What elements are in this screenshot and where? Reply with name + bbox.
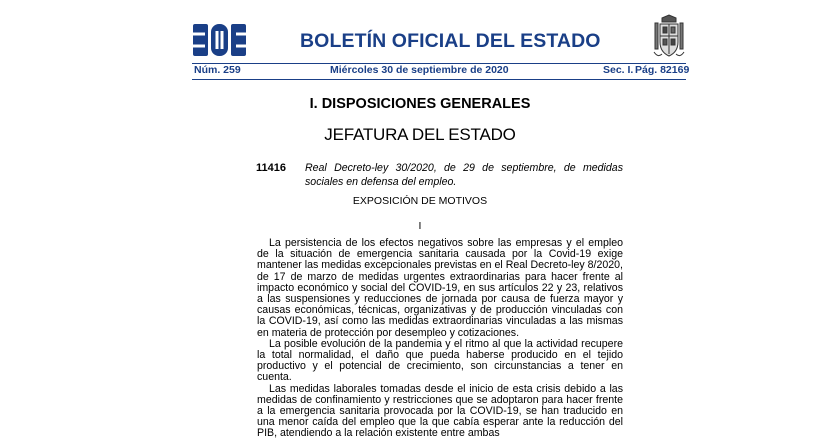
paragraph-1: La persistencia de los efectos negativos sobre las empresas y el empleo de la situación de emergencia sanitaria causada por la Covid-19 exige mantener las medidas excepcionales previstas en el Real Decreto-ley 8/2020, de 17 de marzo de medidas urgentes extraordinarias para hacer frente al impacto económico y social del COVID-19, en sus artículos 22 y 23, relativos a las suspensiones y reducciones de jornada por causa de fuerza mayor y causas económicas, técnicas, organizativas y de producción vinculadas con la COVID-19, así como las medidas extraordinarias vinculadas a las mismas en materia de protección por desempleo y cotizaciones.: [257, 237, 623, 339]
disposition-title: Real Decreto-ley 30/2020, de 29 de septiembre, de medidas sociales en defensa del empleo.: [305, 162, 623, 188]
part-numeral: I: [418, 220, 422, 232]
page-number: Pág. 82169: [635, 64, 690, 76]
section-title: I. DISPOSICIONES GENERALES: [309, 96, 531, 112]
paragraph-2: La posible evolución de la pandemia y el ritmo al que la actividad recupere la total normalidad, el daño que pueda haberse producido en el tejido productivo y el potencial de crecimiento, son circunstancias a tener en cuenta.: [257, 337, 623, 384]
issuing-authority: JEFATURA DEL ESTADO: [324, 125, 516, 144]
issue-number: Núm. 259: [194, 64, 241, 76]
boe-logo: [192, 22, 248, 58]
document-body: [257, 238, 623, 440]
header-rule-bottom: [192, 79, 686, 80]
coat-of-arms-icon: [652, 14, 686, 60]
gazette-title: BOLETÍN OFICIAL DEL ESTADO: [300, 30, 601, 52]
disposition-number: 11416: [256, 162, 286, 174]
paragraph-3: Las medidas laborales tomadas desde el inicio de esta crisis debido a las medidas de confinamiento y restricciones que se adoptaron para hacer frente a la emergencia sanitaria provocada por la COVID-19, se han traducido en una menor caída del empleo que la que cabía esperar ante la reducción del PIB, atendiendo a la relación existente entre ambas: [257, 382, 623, 440]
exposicion-heading: EXPOSICIÓN DE MOTIVOS: [352, 195, 488, 207]
issue-date: Miércoles 30 de septiembre de 2020: [330, 64, 509, 76]
section-label: Sec. I.: [603, 64, 634, 76]
